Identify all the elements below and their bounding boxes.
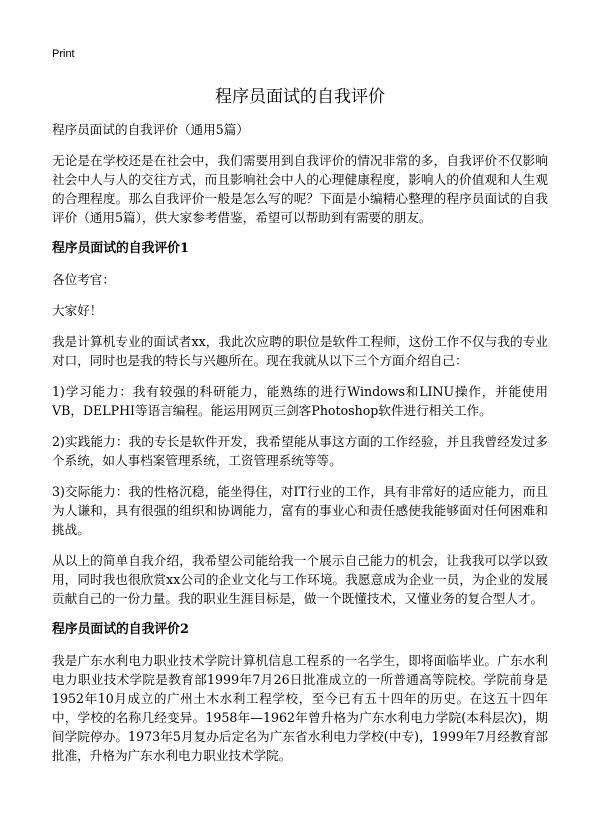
print-label: Print [52, 48, 75, 60]
subtitle: 程序员面试的自我评价（通用5篇） [52, 122, 249, 137]
paragraph: 我是广东水利电力职业技术学院计算机信息工程系的一名学生，即将面临毕业。广东水利电力职业技术学院是教育部1999年7月26日批准成立的一所普通高等院校。学院前身是1952年10月成立的广州土木水利工程学校，至今已有五十四年的历史。在这五十四年中，学校的名称几经变异。1958年—1962年曾升格为广东水利电力学院(本科层次)，期间学院停办。1973年5月复办后定名为广东省水利电力学校(中专)，1999年7月经教育部批准，升格为广东水利电力职业技术学院。 [52, 653, 548, 763]
paragraph: 大家好！ [52, 303, 103, 318]
page-title: 程序员面试的自我评价 [215, 87, 385, 107]
intro-paragraph: 无论是在学校还是在社会中，我们需要用到自我评价的情况非常的多，自我评价不仅影响社会中人与人的交往方式，而且影响社会中人的心理健康程度，影响人的价值观和人生观的合理程度。那么自我评价一般是怎么写的呢？下面是小编精心整理的程序员面试的自我评价（通用5篇），供大家参考借鉴，希望可以帮助到有需要的朋友。 [52, 153, 548, 225]
section-heading-1: 程序员面试的自我评价1 [52, 241, 189, 256]
paragraph: 3)交际能力：我的性格沉稳，能坐得住，对IT行业的工作，具有非常好的适应能力，而且为人谦和，具有很强的组织和协调能力，富有的事业心和责任感使我能够面对任何困难和挑战。 [52, 484, 548, 537]
paragraph: 从以上的简单自我介绍，我希望公司能给我一个展示自己能力的机会，让我我可以学以致用，同时我也很欣赏xx公司的企业文化与工作环境。我愿意成为企业一员，为企业的发展贡献自己的一份力量。我的职业生涯目标是，做一个既懂技术，又懂业务的复合型人才。 [52, 553, 548, 606]
document-body [52, 120, 548, 777]
paragraph: 各位考官： [52, 272, 115, 287]
paragraph: 我是计算机专业的面试者xx，我此次应聘的职位是软件工程师，这份工作不仅与我的专业对口，同时也是我的特长与兴趣所在。现在我就从以下三个方面介绍自己： [52, 334, 548, 368]
paragraph: 1)学习能力：我有较强的科研能力，能熟练的进行Windows和LINU操作，并能使用VB，DELPHI等语言编程。能运用网页三剑客Photoshop软件进行相关工作。 [52, 384, 548, 418]
section-heading-2: 程序员面试的自我评价2 [52, 622, 189, 637]
paragraph: 2)实践能力：我的专长是软件开发，我希望能从事这方面的工作经验，并且我曾经发过多个系统，如人事档案管理系统，工资管理系统等等。 [52, 434, 548, 468]
